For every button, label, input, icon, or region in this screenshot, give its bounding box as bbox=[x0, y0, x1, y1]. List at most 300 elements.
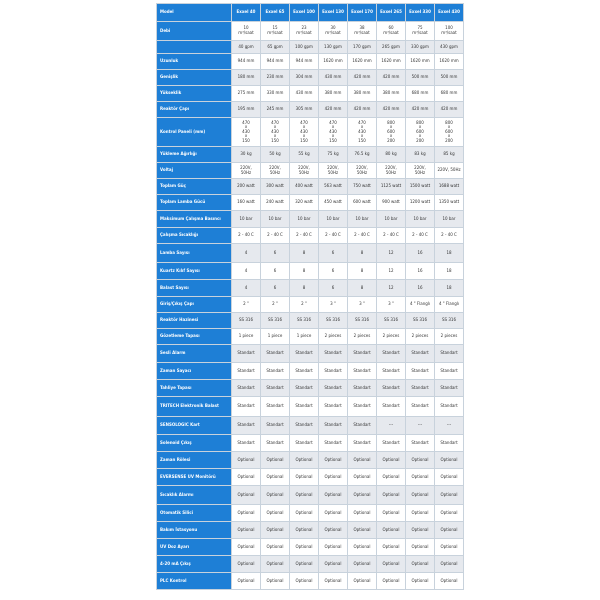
cell-line: Optional bbox=[440, 456, 458, 462]
cell-line: 160 watt bbox=[237, 199, 255, 205]
cell-line: x bbox=[331, 133, 335, 139]
table-cell bbox=[319, 329, 347, 344]
table-cell bbox=[435, 147, 463, 162]
cell-line: 563 watt bbox=[324, 183, 342, 189]
cell-line: 10 bbox=[243, 25, 249, 31]
table-cell bbox=[435, 41, 463, 53]
table-cell bbox=[377, 147, 405, 162]
cell-line: 16 bbox=[417, 284, 423, 290]
table-cell bbox=[406, 54, 434, 69]
cell-line: Optional bbox=[440, 491, 458, 497]
table-cell bbox=[406, 486, 434, 504]
cell-line: 2 - 40 C bbox=[296, 232, 312, 238]
cell-line: 65 gpm bbox=[267, 43, 283, 49]
table-cell bbox=[290, 505, 318, 521]
table-cell bbox=[319, 147, 347, 162]
table-cell bbox=[319, 228, 347, 243]
cell-line: Optional bbox=[353, 509, 371, 515]
cell-line: 50Hz bbox=[414, 169, 426, 175]
cell-line: 430 mm bbox=[295, 90, 313, 96]
table-cell bbox=[435, 329, 463, 344]
cell-line: 6 bbox=[273, 249, 277, 255]
cell-line: 430 bbox=[271, 128, 279, 134]
table-cell bbox=[377, 263, 405, 279]
cell-line: 100 bbox=[445, 25, 453, 31]
cell-line: Optional bbox=[266, 560, 284, 566]
table-cell bbox=[348, 297, 376, 312]
cell-line: --- bbox=[446, 422, 452, 428]
table-cell bbox=[377, 573, 405, 589]
table-cell bbox=[406, 179, 434, 194]
row-label: Genişlik bbox=[157, 70, 231, 85]
cell-line: 2 - 40 C bbox=[325, 232, 341, 238]
cell-line: Optional bbox=[353, 543, 371, 549]
table-cell bbox=[261, 556, 289, 572]
cell-line: Optional bbox=[324, 509, 342, 515]
table-row bbox=[157, 363, 463, 379]
table-cell bbox=[319, 313, 347, 328]
cell-line: 80 kg bbox=[385, 151, 397, 157]
table-cell bbox=[319, 195, 347, 210]
cell-line: 18 bbox=[446, 284, 452, 290]
table-cell bbox=[377, 452, 405, 468]
cell-line: Optional bbox=[440, 473, 458, 479]
row-label: Kuartz Kılıf Sayısı bbox=[157, 263, 231, 279]
table-cell bbox=[319, 163, 347, 178]
cell-line: Optional bbox=[382, 473, 400, 479]
table-row bbox=[157, 313, 463, 328]
cell-line: 750 watt bbox=[353, 183, 371, 189]
cell-line: 2 pieces bbox=[353, 333, 371, 339]
table-cell bbox=[377, 397, 405, 416]
table-cell bbox=[377, 179, 405, 194]
column-header: Exxel 65 bbox=[261, 4, 289, 21]
cell-line: 320 watt bbox=[295, 199, 313, 205]
table-cell bbox=[232, 556, 260, 572]
table-cell bbox=[377, 70, 405, 85]
cell-line: Standart bbox=[266, 350, 284, 356]
table-cell bbox=[377, 22, 405, 40]
table-cell bbox=[348, 329, 376, 344]
cell-line: 240 watt bbox=[266, 199, 284, 205]
cell-line: m³/saat bbox=[412, 30, 428, 35]
cell-line: Standart bbox=[237, 403, 255, 409]
table-row bbox=[157, 329, 463, 344]
cell-line: 150 bbox=[300, 137, 308, 143]
column-header: Exxel 330 bbox=[406, 4, 434, 21]
table-cell bbox=[261, 345, 289, 362]
table-cell bbox=[377, 539, 405, 555]
cell-line: 8 bbox=[302, 267, 306, 273]
table-row bbox=[157, 469, 463, 485]
table-cell bbox=[319, 452, 347, 468]
cell-line: 150 bbox=[358, 137, 366, 143]
table-cell bbox=[319, 70, 347, 85]
table-cell bbox=[406, 573, 434, 589]
cell-line: x bbox=[302, 133, 306, 139]
cell-line: 4 " Flanglı bbox=[409, 301, 431, 307]
table-cell bbox=[290, 195, 318, 210]
table-cell bbox=[406, 363, 434, 379]
table-cell bbox=[348, 263, 376, 279]
table-cell bbox=[232, 22, 260, 40]
cell-line: 15 bbox=[272, 25, 278, 31]
table-cell bbox=[232, 86, 260, 101]
table-cell bbox=[377, 211, 405, 227]
table-cell bbox=[319, 179, 347, 194]
cell-line: 8 bbox=[302, 249, 306, 255]
table-cell bbox=[290, 313, 318, 328]
table-cell bbox=[406, 522, 434, 538]
table-cell bbox=[406, 452, 434, 468]
table-row bbox=[157, 573, 463, 589]
cell-line: 75 kg bbox=[327, 151, 339, 157]
cell-line: 2 pieces bbox=[382, 333, 400, 339]
cell-line: 1688 watt bbox=[438, 183, 460, 189]
table-row bbox=[157, 297, 463, 312]
cell-line: Optional bbox=[324, 560, 342, 566]
table-cell bbox=[406, 556, 434, 572]
row-label: Yükleme Ağırlığı bbox=[157, 147, 231, 162]
table-cell bbox=[406, 195, 434, 210]
table-cell bbox=[232, 263, 260, 279]
table-cell bbox=[319, 397, 347, 416]
table-cell bbox=[406, 469, 434, 485]
table-row bbox=[157, 522, 463, 538]
cell-line: Optional bbox=[382, 509, 400, 515]
row-label: Yükseklik bbox=[157, 86, 231, 101]
cell-line: 900 watt bbox=[382, 199, 400, 205]
cell-line: 304 mm bbox=[295, 74, 313, 80]
cell-line: 12 bbox=[388, 267, 394, 273]
cell-line: Standart bbox=[266, 384, 284, 390]
cell-line: 6 bbox=[273, 267, 277, 273]
table-cell bbox=[377, 522, 405, 538]
row-label: Uzunluk bbox=[157, 54, 231, 69]
table-cell bbox=[348, 469, 376, 485]
table-cell bbox=[290, 211, 318, 227]
table-cell bbox=[348, 179, 376, 194]
cell-line: 50 kg bbox=[269, 151, 281, 157]
table-cell bbox=[261, 380, 289, 396]
table-cell bbox=[406, 41, 434, 53]
cell-line: Optional bbox=[237, 456, 255, 462]
cell-line: 230 mm bbox=[266, 74, 284, 80]
table-cell bbox=[435, 486, 463, 504]
cell-line: SS 316 bbox=[297, 317, 311, 323]
cell-line: 800 bbox=[387, 119, 395, 125]
cell-line: 2 - 40 C bbox=[441, 232, 457, 238]
cell-line: x bbox=[302, 124, 306, 130]
cell-line: 10 bar bbox=[239, 215, 253, 221]
table-cell bbox=[290, 147, 318, 162]
table-cell bbox=[348, 228, 376, 243]
table-row bbox=[157, 86, 463, 101]
table-cell bbox=[348, 452, 376, 468]
table-cell bbox=[377, 505, 405, 521]
table-cell bbox=[406, 539, 434, 555]
table-cell bbox=[261, 313, 289, 328]
table-cell bbox=[319, 380, 347, 396]
cell-line: Optional bbox=[382, 491, 400, 497]
table-cell bbox=[319, 417, 347, 434]
cell-line: Standart bbox=[237, 367, 255, 373]
table-cell bbox=[261, 522, 289, 538]
table-cell bbox=[290, 22, 318, 40]
cell-line: 3 " bbox=[388, 301, 394, 307]
cell-line: 180 mm bbox=[237, 74, 255, 80]
table-cell bbox=[290, 228, 318, 243]
cell-line: 680 mm bbox=[440, 90, 458, 96]
cell-line: 30 kg bbox=[240, 151, 252, 157]
cell-line: 85 kg bbox=[443, 151, 455, 157]
table-cell bbox=[261, 263, 289, 279]
cell-line: 600 bbox=[416, 128, 424, 134]
cell-line: Optional bbox=[324, 491, 342, 497]
cell-line: 6 bbox=[331, 284, 335, 290]
cell-line: 1125 watt bbox=[380, 183, 402, 189]
cell-line: 220V, bbox=[414, 164, 426, 170]
table-cell bbox=[377, 163, 405, 178]
cell-line: Optional bbox=[411, 491, 429, 497]
cell-line: Optional bbox=[411, 560, 429, 566]
cell-line: Standart bbox=[382, 350, 400, 356]
table-cell bbox=[435, 539, 463, 555]
cell-line: Standart bbox=[295, 350, 313, 356]
cell-line: Optional bbox=[411, 543, 429, 549]
cell-line: Optional bbox=[353, 526, 371, 532]
cell-line: Optional bbox=[266, 526, 284, 532]
table-cell bbox=[319, 41, 347, 53]
cell-line: x bbox=[244, 133, 248, 139]
cell-line: Standart bbox=[266, 403, 284, 409]
table-cell bbox=[377, 469, 405, 485]
table-cell bbox=[319, 486, 347, 504]
table-cell bbox=[232, 380, 260, 396]
table-cell bbox=[232, 435, 260, 451]
cell-line: m³/saat bbox=[325, 30, 341, 35]
cell-line: Standart bbox=[295, 439, 313, 445]
table-cell bbox=[406, 147, 434, 162]
cell-line: 600 bbox=[445, 128, 453, 134]
row-label: Reaktör Çapı bbox=[157, 102, 231, 117]
table-cell bbox=[377, 244, 405, 262]
column-header: Exxel 430 bbox=[435, 4, 463, 21]
cell-line: 18 bbox=[446, 249, 452, 255]
cell-line: 3 " bbox=[359, 301, 365, 307]
cell-line: 944 mm bbox=[237, 58, 255, 64]
row-label: Giriş/Çıkış Çapı bbox=[157, 297, 231, 312]
cell-line: 1620 mm bbox=[323, 58, 343, 64]
cell-line: Standart bbox=[266, 439, 284, 445]
table-row bbox=[157, 70, 463, 85]
table-cell bbox=[319, 539, 347, 555]
table-cell bbox=[319, 263, 347, 279]
table-cell bbox=[290, 469, 318, 485]
table-cell bbox=[261, 329, 289, 344]
table-cell bbox=[435, 244, 463, 262]
cell-line: 150 bbox=[271, 137, 279, 143]
cell-line: Optional bbox=[324, 473, 342, 479]
cell-line: x bbox=[447, 124, 451, 130]
table-cell bbox=[406, 280, 434, 296]
cell-line: 130 gpm bbox=[324, 43, 342, 49]
spec-table bbox=[156, 3, 464, 590]
table-cell bbox=[406, 211, 434, 227]
table-cell bbox=[290, 329, 318, 344]
cell-line: 275 mm bbox=[237, 90, 255, 96]
cell-line: Optional bbox=[411, 526, 429, 532]
table-cell bbox=[377, 417, 405, 434]
table-cell bbox=[232, 313, 260, 328]
table-cell bbox=[319, 345, 347, 362]
table-row bbox=[157, 102, 463, 117]
table-cell bbox=[290, 86, 318, 101]
cell-line: Standart bbox=[295, 422, 313, 428]
table-row bbox=[157, 163, 463, 178]
table-cell bbox=[232, 505, 260, 521]
cell-line: m³/saat bbox=[296, 30, 312, 35]
cell-line: Standart bbox=[440, 384, 458, 390]
table-cell bbox=[435, 313, 463, 328]
table-cell bbox=[319, 211, 347, 227]
table-cell bbox=[348, 147, 376, 162]
table-cell bbox=[261, 86, 289, 101]
cell-line: 50Hz bbox=[356, 169, 368, 175]
cell-line: Standart bbox=[266, 422, 284, 428]
table-cell bbox=[348, 102, 376, 117]
cell-line: 430 bbox=[329, 128, 337, 134]
column-header: Exxel 265 bbox=[377, 4, 405, 21]
cell-line: 220V, bbox=[298, 164, 310, 170]
cell-line: Standart bbox=[353, 422, 371, 428]
cell-line: Optional bbox=[353, 577, 371, 583]
cell-line: 600 watt bbox=[353, 199, 371, 205]
table-cell bbox=[290, 163, 318, 178]
table-cell bbox=[261, 363, 289, 379]
table-cell bbox=[406, 313, 434, 328]
table-cell bbox=[261, 41, 289, 53]
cell-line: 220V, 50Hz bbox=[437, 167, 461, 173]
table-cell bbox=[348, 380, 376, 396]
table-cell bbox=[377, 435, 405, 451]
cell-line: Standart bbox=[237, 422, 255, 428]
cell-line: Optional bbox=[411, 509, 429, 515]
table-cell bbox=[406, 417, 434, 434]
cell-line: 8 bbox=[360, 284, 364, 290]
table-cell bbox=[348, 363, 376, 379]
table-cell bbox=[348, 163, 376, 178]
table-cell bbox=[435, 228, 463, 243]
row-label: UV Doz Ayarı bbox=[157, 539, 231, 555]
cell-line: Standart bbox=[324, 422, 342, 428]
table-cell bbox=[377, 556, 405, 572]
cell-line: 10 bar bbox=[413, 215, 427, 221]
table-cell bbox=[435, 195, 463, 210]
cell-line: 420 mm bbox=[324, 106, 342, 112]
cell-line: Optional bbox=[295, 473, 313, 479]
cell-line: 420 mm bbox=[353, 74, 371, 80]
cell-line: x bbox=[273, 124, 277, 130]
cell-line: 1 piece bbox=[296, 333, 312, 339]
table-cell bbox=[348, 22, 376, 40]
cell-line: Standart bbox=[295, 384, 313, 390]
table-cell bbox=[435, 573, 463, 589]
cell-line: 1620 mm bbox=[352, 58, 372, 64]
cell-line: Optional bbox=[266, 543, 284, 549]
cell-line: 330 gpm bbox=[411, 43, 429, 49]
cell-line: Standart bbox=[440, 350, 458, 356]
cell-line: Optional bbox=[353, 560, 371, 566]
table-cell bbox=[290, 397, 318, 416]
cell-line: Standart bbox=[237, 350, 255, 356]
cell-line: 420 mm bbox=[353, 106, 371, 112]
cell-line: 1620 mm bbox=[439, 58, 459, 64]
table-cell bbox=[406, 86, 434, 101]
table-cell bbox=[377, 297, 405, 312]
cell-line: m³/saat bbox=[383, 30, 399, 35]
table-cell bbox=[290, 573, 318, 589]
table-cell bbox=[435, 297, 463, 312]
cell-line: 3 " bbox=[330, 301, 336, 307]
cell-line: Optional bbox=[237, 509, 255, 515]
table-cell bbox=[290, 297, 318, 312]
table-cell bbox=[261, 297, 289, 312]
cell-line: 1200 watt bbox=[409, 199, 431, 205]
cell-line: Optional bbox=[237, 526, 255, 532]
cell-line: 2 - 40 C bbox=[238, 232, 254, 238]
table-cell bbox=[348, 435, 376, 451]
cell-line: x bbox=[244, 124, 248, 130]
table-cell bbox=[348, 54, 376, 69]
table-cell bbox=[348, 556, 376, 572]
row-label: Balast Sayısı bbox=[157, 280, 231, 296]
cell-line: Standart bbox=[440, 403, 458, 409]
cell-line: Standart bbox=[353, 384, 371, 390]
cell-line: Optional bbox=[353, 456, 371, 462]
cell-line: Optional bbox=[295, 560, 313, 566]
cell-line: Optional bbox=[382, 456, 400, 462]
table-cell bbox=[435, 522, 463, 538]
table-row bbox=[157, 118, 463, 146]
table-cell bbox=[319, 573, 347, 589]
cell-line: x bbox=[331, 124, 335, 130]
cell-line: Optional bbox=[382, 543, 400, 549]
table-cell bbox=[319, 505, 347, 521]
table-cell bbox=[319, 22, 347, 40]
row-label: Solenoid Çıkış bbox=[157, 435, 231, 451]
cell-line: 1620 mm bbox=[410, 58, 430, 64]
cell-line: Optional bbox=[266, 491, 284, 497]
cell-line: Optional bbox=[237, 560, 255, 566]
table-cell bbox=[406, 329, 434, 344]
table-cell bbox=[232, 329, 260, 344]
table-cell bbox=[406, 263, 434, 279]
row-label bbox=[157, 41, 231, 53]
cell-line: Optional bbox=[237, 543, 255, 549]
cell-line: Optional bbox=[266, 577, 284, 583]
table-cell bbox=[290, 54, 318, 69]
cell-line: 430 bbox=[242, 128, 250, 134]
cell-line: 2 pieces bbox=[411, 333, 429, 339]
row-label: Toplam Güç bbox=[157, 179, 231, 194]
cell-line: Standart bbox=[324, 403, 342, 409]
table-cell bbox=[435, 163, 463, 178]
cell-line: 300 watt bbox=[266, 183, 284, 189]
cell-line: 245 mm bbox=[266, 106, 284, 112]
table-cell bbox=[232, 54, 260, 69]
table-row bbox=[157, 263, 463, 279]
